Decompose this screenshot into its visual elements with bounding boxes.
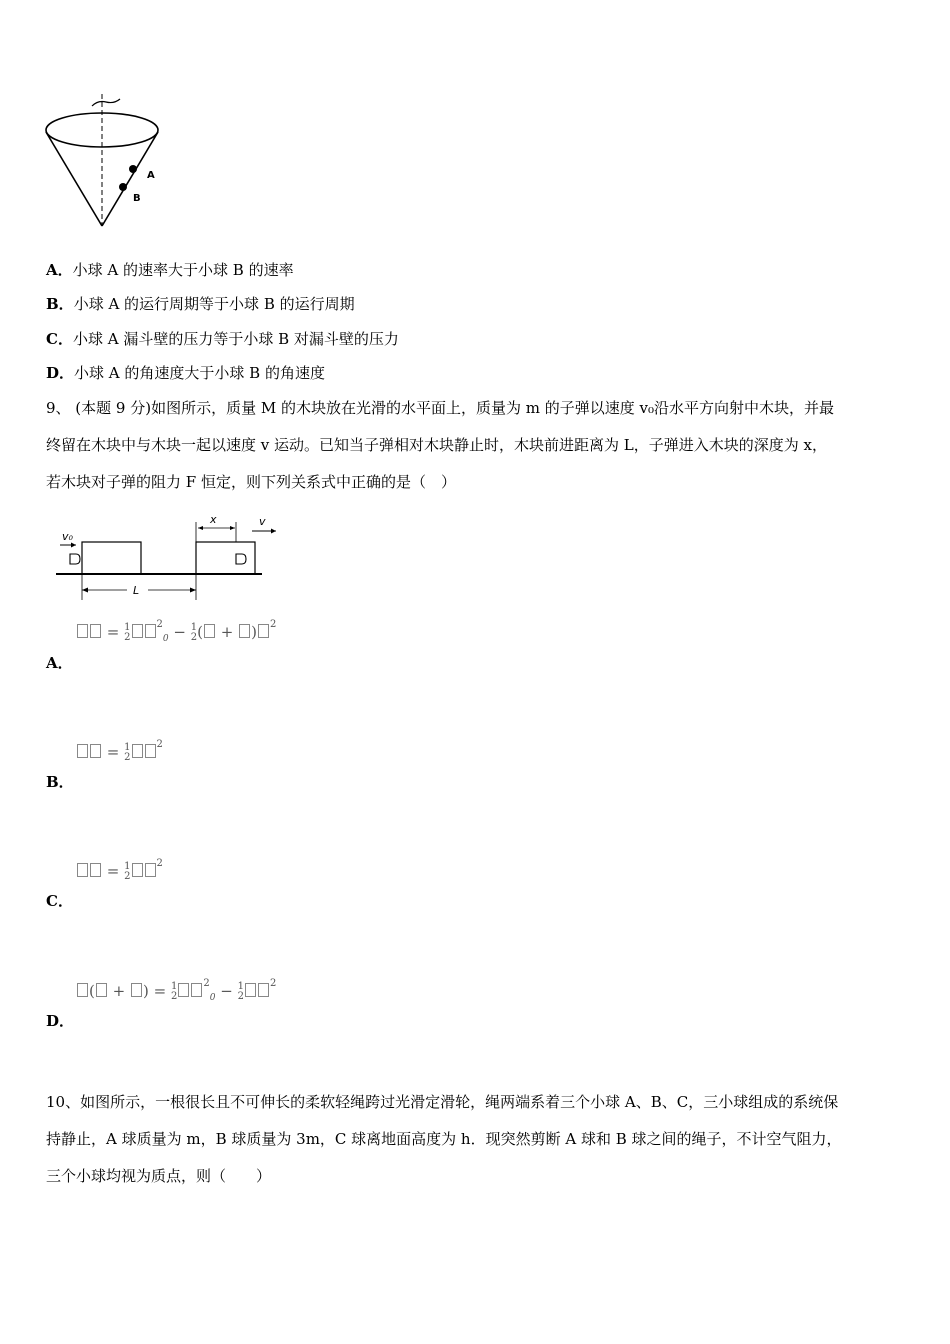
- v0-arrowhead: [71, 543, 76, 548]
- formula-a-sup-2: 2: [270, 619, 277, 630]
- q10-stem: [46, 1084, 906, 1195]
- missing-glyph: [145, 863, 156, 877]
- bullet-initial: [70, 554, 80, 564]
- formula-d-sup-2: 2: [270, 978, 277, 989]
- formula-b-frac: [124, 743, 130, 763]
- q8-option-a-letter: A．: [46, 261, 73, 279]
- q8-option-c-letter: C．: [46, 330, 73, 348]
- l-label: L: [133, 584, 140, 597]
- frac-num: 1: [237, 981, 244, 992]
- formula-c: [76, 858, 163, 882]
- block-initial: [82, 542, 141, 574]
- formula-d-rparen: ): [143, 982, 149, 1000]
- q9-line-3: 若木块对子弹的阻力 F 恒定，则下列关系式中正确的是（ ）: [46, 473, 456, 491]
- frac-den: 2: [124, 632, 131, 643]
- formula-d: [76, 978, 277, 1003]
- q9-option-b-letter: B．: [46, 773, 74, 791]
- formula-a: [76, 619, 277, 644]
- v-arrowhead: [271, 529, 276, 534]
- q10-line-2: 持静止，A 球质量为 m，B 球质量为 3m，C 球离地面高度为 h．现突然剪断 A 球和 B 球之间的绳子，不计空气阻力，: [46, 1130, 842, 1148]
- q8-option-b-letter: B．: [46, 295, 74, 313]
- q9-line-1: 9、 (本题 9 分)如图所示，质量 M 的木块放在光滑的水平面上，质量为 m 的子弹以速度 v₀沿水平方向射中木块，并最: [46, 399, 835, 417]
- formula-a-sub-0: 0: [162, 634, 169, 644]
- q8-option-d: [46, 362, 325, 384]
- q9-option-a-letter: A．: [46, 654, 73, 672]
- frac-num: 1: [171, 981, 178, 992]
- q8-option-d-text: 小球 A 的角速度大于小球 B 的角速度: [74, 364, 325, 382]
- label-b: B: [133, 193, 141, 204]
- q8-option-c: [46, 328, 399, 350]
- formula-a-frac-1: [124, 623, 130, 643]
- missing-glyph: [131, 983, 142, 997]
- missing-glyph: [132, 624, 143, 638]
- q10-line-3: 三个小球均视为质点，则（ ）: [46, 1167, 272, 1185]
- q8-option-d-letter: D．: [46, 364, 75, 382]
- ball-b: [119, 183, 127, 191]
- formula-a-eq: =: [106, 623, 120, 641]
- missing-glyph: [132, 863, 143, 877]
- x-label: x: [210, 513, 217, 526]
- formula-c-frac: [124, 862, 130, 882]
- missing-glyph: [204, 624, 215, 638]
- missing-glyph: [90, 624, 101, 638]
- formula-d-plus: +: [112, 982, 126, 1000]
- missing-glyph: [90, 744, 101, 758]
- label-a: A: [147, 170, 155, 181]
- missing-glyph: [77, 863, 88, 877]
- formula-a-lparen: (: [197, 623, 203, 641]
- q10-line-1: 10、如图所示，一根很长且不可伸长的柔软轻绳跨过光滑定滑轮，绳两端系着三个小球 A、B、C，三小球组成的系统保: [46, 1093, 839, 1111]
- missing-glyph: [239, 624, 250, 638]
- missing-glyph: [132, 744, 143, 758]
- formula-d-sup-1: 2: [203, 978, 210, 989]
- q8-option-a: [46, 259, 294, 281]
- formula-c-eq: =: [106, 862, 120, 880]
- q9-line-2: 终留在木块中与木块一起以速度 v 运动。已知当子弹相对木块静止时，木块前进距离为 L，子弹进入木块的深度为 x，: [46, 436, 827, 454]
- block-figure: [52, 510, 282, 605]
- formula-d-frac-2: [238, 982, 244, 1002]
- frac-num: 1: [190, 622, 198, 633]
- formula-d-eq: =: [153, 982, 167, 1000]
- missing-glyph: [77, 983, 88, 997]
- l-arrowhead-right: [190, 588, 196, 593]
- formula-a-minus: −: [173, 623, 186, 641]
- q8-option-c-text: 小球 A 漏斗壁的压力等于小球 B 对漏斗壁的压力: [72, 330, 399, 348]
- formula-c-sup: 2: [156, 858, 163, 869]
- missing-glyph: [90, 863, 101, 877]
- rotation-arrow: [92, 99, 120, 106]
- q9-option-d-letter: D．: [46, 1012, 75, 1030]
- cone-figure: [40, 92, 180, 237]
- q9-stem: [46, 390, 906, 501]
- x-arrowhead-right: [230, 526, 235, 530]
- frac-den: 2: [124, 752, 131, 763]
- frac-num: 1: [124, 742, 131, 753]
- frac-num: 1: [124, 861, 131, 872]
- q8-option-b: [46, 293, 355, 315]
- missing-glyph: [77, 624, 88, 638]
- l-arrowhead-left: [82, 588, 88, 593]
- frac-num: 1: [124, 622, 131, 633]
- missing-glyph: [178, 983, 189, 997]
- frac-den: 2: [171, 991, 178, 1002]
- formula-a-rparen: ): [251, 623, 257, 641]
- missing-glyph: [96, 983, 107, 997]
- formula-b: [76, 739, 163, 763]
- frac-den: 2: [124, 871, 131, 882]
- missing-glyph: [191, 983, 202, 997]
- formula-b-sup: 2: [156, 739, 163, 750]
- frac-den: 2: [237, 991, 244, 1002]
- bullet-final: [236, 554, 246, 564]
- frac-den: 2: [190, 632, 198, 643]
- formula-d-minus: −: [220, 982, 233, 1000]
- missing-glyph: [258, 983, 269, 997]
- missing-glyph: [258, 624, 269, 638]
- formula-d-sub-0: 0: [209, 993, 216, 1003]
- q9-option-c-letter: C．: [46, 892, 73, 910]
- formula-d-frac-1: [171, 982, 177, 1002]
- missing-glyph: [77, 744, 88, 758]
- formula-a-plus: +: [220, 623, 234, 641]
- q8-option-a-text: 小球 A 的速率大于小球 B 的速率: [72, 261, 294, 279]
- ball-a: [129, 165, 137, 173]
- q8-option-b-text: 小球 A 的运行周期等于小球 B 的运行周期: [73, 295, 355, 313]
- formula-a-sup-1: 2: [156, 619, 163, 630]
- v-label: v: [259, 515, 266, 528]
- formula-b-eq: =: [106, 743, 120, 761]
- missing-glyph: [245, 983, 256, 997]
- missing-glyph: [145, 624, 156, 638]
- v0-label: v₀: [62, 530, 73, 543]
- x-arrowhead-left: [198, 526, 203, 530]
- formula-d-lparen: (: [89, 982, 95, 1000]
- missing-glyph: [145, 744, 156, 758]
